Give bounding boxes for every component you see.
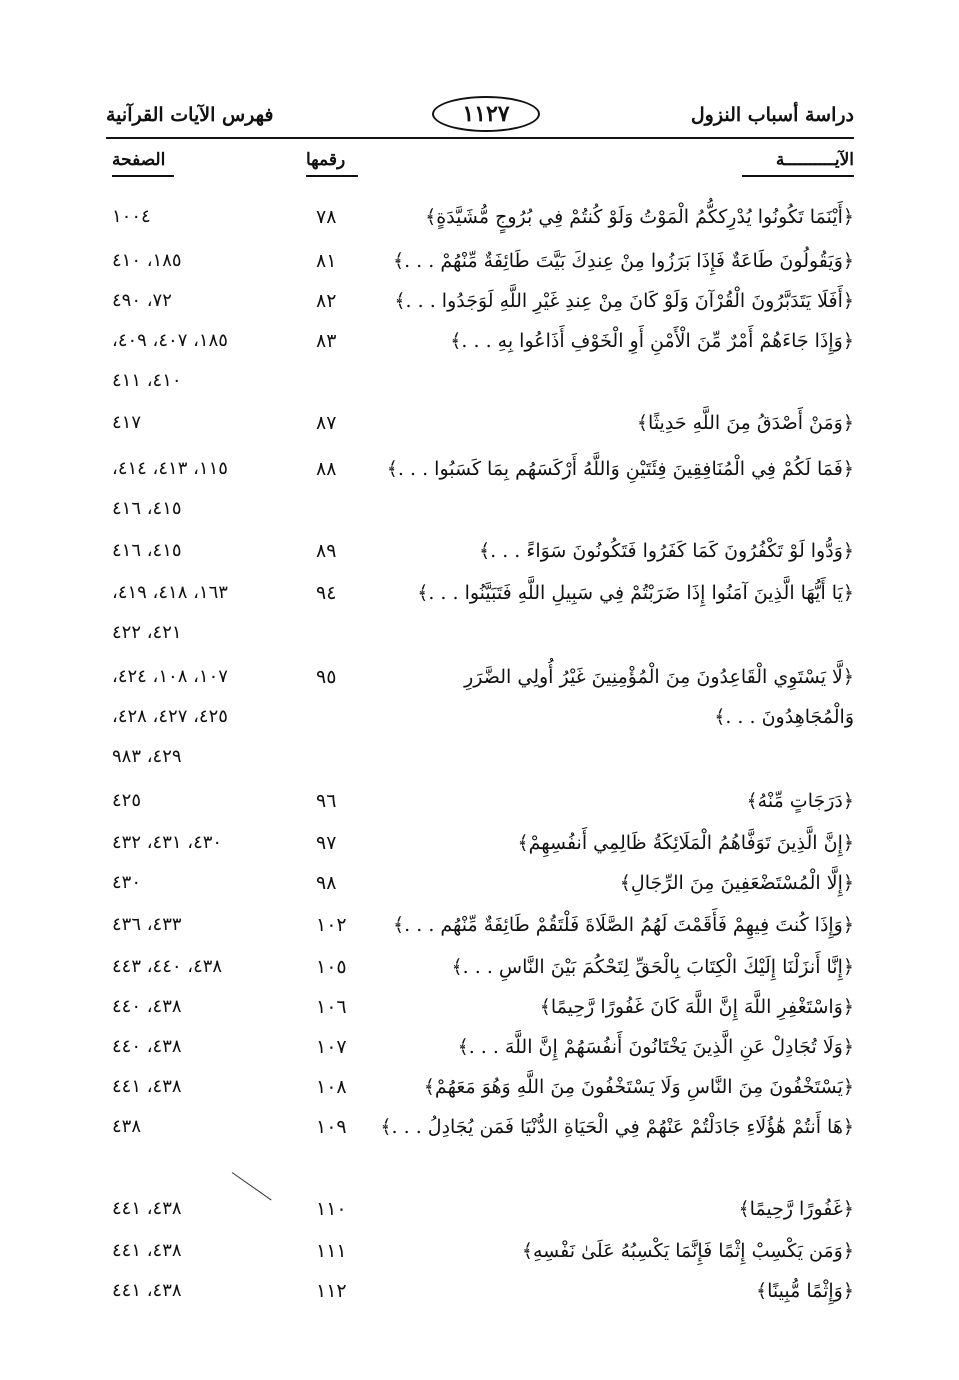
page-refs: ٤١٥، ٤١٦ (112, 540, 182, 561)
table-row (106, 1189, 854, 1231)
page-refs: ٤٣٠ (112, 872, 142, 893)
column-headers (106, 150, 854, 180)
page-header (106, 96, 854, 136)
ayah-number: ٨٨ (316, 458, 337, 480)
page-number: ١١٢٧ (432, 96, 540, 132)
ayah-number: ٨٧ (316, 412, 337, 434)
ayah-text: ﴿أَفَلَا يَتَدَبَّرُونَ الْقُرْآنَ وَلَوْ كَانَ مِنْ عِندِ غَيْرِ اللَّهِ لَوَجَدُوا . . .﴾ (394, 290, 854, 312)
ayah-number: ١٠٦ (316, 996, 347, 1018)
table-row (106, 1271, 854, 1311)
ayah-text: ﴿وَإِذَا كُنتَ فِيهِمْ فَأَقَمْتَ لَهُمُ الصَّلَاةَ فَلْتَقُمْ طَائِفَةٌ مِّنْهُم . . .﴾ (393, 914, 854, 936)
table-row (106, 657, 854, 781)
ayah-number: ١٠٢ (316, 914, 347, 936)
ayah-number: ١٠٧ (316, 1036, 347, 1058)
ayah-number: ٨٣ (316, 330, 337, 352)
page-refs: ١٠٧، ١٠٨، ٤٢٤، ٤٢٥، ٤٢٧، ٤٢٨، ٤٢٩، ٩٨٣ (112, 666, 228, 767)
ayah-text: ﴿وَلَا تُجَادِلْ عَنِ الَّذِينَ يَخْتَانُونَ أَنفُسَهُمْ إِنَّ اللَّهَ . . .﴾ (457, 1036, 854, 1058)
page-refs: ١٨٥، ٤١٠ (112, 250, 182, 271)
ayah-number: ٨٢ (316, 290, 337, 312)
ayah-text: ﴿أَيْنَمَا تَكُونُوا يُدْرِككُّمُ الْمَوْتُ وَلَوْ كُنتُمْ فِي بُرُوجٍ مُّشَيَّدَةٍ﴾ (425, 206, 854, 228)
ayah-text: ﴿وَدُّوا لَوْ تَكْفُرُونَ كَمَا كَفَرُوا فَتَكُونُونَ سَوَاءً . . .﴾ (479, 540, 854, 562)
page-refs: ٤٣٨، ٤٤١ (112, 1076, 182, 1097)
book-title: دراسة أسباب النزول (690, 104, 854, 126)
header-rule (106, 137, 854, 139)
table-row (106, 1067, 854, 1107)
ayah-number: ١٠٥ (316, 956, 347, 978)
table-row (106, 947, 854, 987)
ayah-text: ﴿وَإِثْمًا مُّبِينًا﴾ (756, 1280, 854, 1302)
column-ayah-underline (742, 175, 854, 177)
table-row (106, 987, 854, 1027)
page-refs: ٤٣٨، ٤٤٠ (112, 1036, 182, 1057)
table-row (106, 197, 854, 241)
column-number: رقمها (306, 150, 346, 170)
page-refs: ٤١٧ (112, 412, 142, 433)
ayah-text: ﴿يَسْتَخْفُونَ مِنَ النَّاسِ وَلَا يَسْتَخْفُونَ مِنَ اللَّهِ وَهُوَ مَعَهُمْ﴾ (423, 1076, 854, 1098)
table-row (106, 781, 854, 823)
page-refs: ٤٣٠، ٤٣١، ٤٣٢ (112, 832, 223, 853)
table-row (106, 1231, 854, 1271)
ayah-text: ﴿إِنَّا أَنزَلْنَا إِلَيْكَ الْكِتَابَ بِالْحَقِّ لِتَحْكُمَ بَيْنَ النَّاسِ . . .﴾ (451, 956, 854, 978)
table-row (106, 531, 854, 573)
page-refs: ٤٣٨، ٤٤٠، ٤٤٣ (112, 956, 223, 977)
table-row (106, 449, 854, 531)
ayah-text: ﴿هَا أَنتُمْ هَٰؤُلَاءِ جَادَلْتُمْ عَنْهُمْ فِي الْحَيَاةِ الدُّنْيَا فَمَن يُجَادِلُ . . .﴾ (380, 1116, 854, 1138)
ayah-number: ٩٦ (316, 790, 337, 812)
page-refs: ٤٣٨، ٤٤١ (112, 1240, 182, 1261)
ayah-number: ٩٤ (316, 582, 337, 604)
ayah-number: ٩٧ (316, 832, 337, 854)
page-refs: ٧٢، ٤٩٠ (112, 290, 172, 311)
ayah-number: ١١١ (316, 1240, 347, 1262)
ayah-text: ﴿غَفُورًا رَّحِيمًا﴾ (738, 1198, 854, 1220)
ayah-text: ﴿لَّا يَسْتَوِي الْقَاعِدُونَ مِنَ الْمُؤْمِنِينَ غَيْرُ أُولِي الضَّرَرِ وَالْمُجَاهِدُونَ . . .﴾ (464, 666, 854, 728)
table-row (106, 403, 854, 449)
table-row (106, 241, 854, 281)
section-title: فهرس الآيات القرآنية (106, 104, 274, 126)
table-row (106, 281, 854, 321)
ayah-number: ٩٨ (316, 872, 337, 894)
ayah-text: ﴿وَمَنْ أَصْدَقُ مِنَ اللَّهِ حَدِيثًا﴾ (636, 412, 854, 434)
page-refs: ٤٢٥ (112, 790, 142, 811)
page-refs: ١٦٣، ٤١٨، ٤١٩، ٤٢١، ٤٢٢ (112, 582, 228, 643)
page-refs: ١٨٥، ٤٠٧، ٤٠٩، ٤١٠، ٤١١ (112, 330, 228, 391)
ayah-text: ﴿فَمَا لَكُمْ فِي الْمُنَافِقِينَ فِئَتَيْنِ وَاللَّهُ أَرْكَسَهُم بِمَا كَسَبُوا . . .﴾ (386, 458, 854, 480)
ayah-text: ﴿إِنَّ الَّذِينَ تَوَفَّاهُمُ الْمَلَائِكَةُ ظَالِمِي أَنفُسِهِمْ﴾ (517, 832, 854, 854)
ayah-text: ﴿وَيَقُولُونَ طَاعَةٌ فَإِذَا بَرَزُوا مِنْ عِندِكَ بَيَّتَ طَائِفَةٌ مِّنْهُمْ . . .﴾ (392, 250, 854, 272)
table-row (106, 823, 854, 863)
ayah-text: ﴿وَاسْتَغْفِرِ اللَّهَ إِنَّ اللَّهَ كَانَ غَفُورًا رَّحِيمًا﴾ (539, 996, 854, 1018)
table-row (106, 1107, 854, 1189)
ayah-number: ٧٨ (316, 206, 337, 228)
page-refs: ١١٥، ٤١٣، ٤١٤، ٤١٥، ٤١٦ (112, 458, 228, 519)
ayah-number: ١٠٩ (316, 1116, 347, 1138)
ayah-text: ﴿وَمَن يَكْسِبْ إِثْمًا فَإِنَّمَا يَكْسِبُهُ عَلَىٰ نَفْسِهِ﴾ (521, 1240, 854, 1262)
column-page: الصفحة (112, 150, 166, 170)
table-row (106, 573, 854, 657)
page-refs: ٤٣٨، ٤٤١ (112, 1280, 182, 1301)
column-number-underline (306, 175, 358, 177)
ayah-number: ٨١ (316, 250, 337, 272)
table-row (106, 863, 854, 905)
ayah-number: ١١٢ (316, 1280, 347, 1302)
page-refs: ٤٣٨، ٤٤١ (112, 1198, 182, 1219)
page-refs: ٤٣٨، ٤٤٠ (112, 996, 182, 1017)
table-row (106, 905, 854, 947)
page-refs: ٤٣٣، ٤٣٦ (112, 914, 182, 935)
ayah-number: ٩٥ (316, 666, 337, 688)
ayah-text: ﴿يَا أَيُّهَا الَّذِينَ آمَنُوا إِذَا ضَرَبْتُمْ فِي سَبِيلِ اللَّهِ فَتَبَيَّنُوا . . .﴾ (417, 582, 854, 604)
column-page-underline (112, 175, 174, 177)
ayah-text: ﴿إِلَّا الْمُسْتَضْعَفِينَ مِنَ الرِّجَالِ﴾ (619, 872, 854, 894)
ayah-number: ١١٠ (316, 1198, 347, 1220)
column-ayah: الآيــــــــــة (775, 150, 854, 170)
index-table (106, 197, 854, 1311)
ayah-number: ٨٩ (316, 540, 337, 562)
ayah-text: ﴿دَرَجَاتٍ مِّنْهُ﴾ (746, 790, 854, 812)
ayah-text: ﴿وَإِذَا جَاءَهُمْ أَمْرٌ مِّنَ الْأَمْنِ أَوِ الْخَوْفِ أَذَاعُوا بِهِ . . .﴾ (450, 330, 854, 352)
page-refs: ١٠٠٤ (112, 206, 151, 227)
page-refs: ٤٣٨ (112, 1116, 142, 1137)
ayah-number: ١٠٨ (316, 1076, 347, 1098)
table-row (106, 1027, 854, 1067)
table-row (106, 321, 854, 403)
